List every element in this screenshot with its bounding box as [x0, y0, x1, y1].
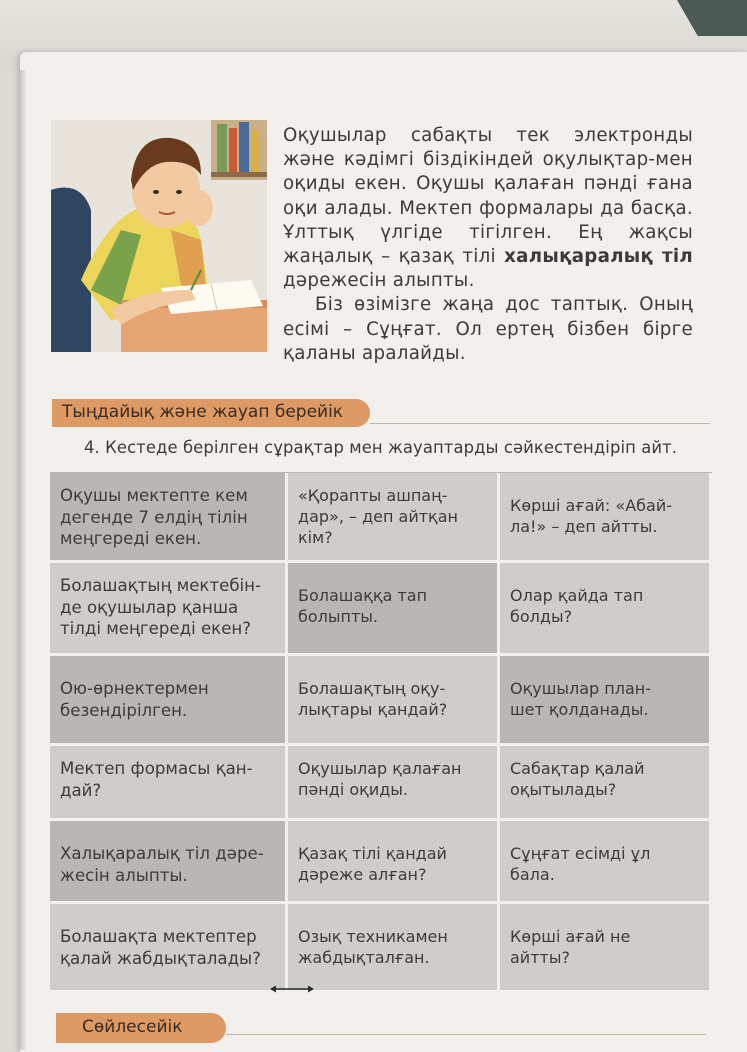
- intro-text-part-1: Оқушылар сабақты тек электронды және кәдімгі біздікіндей оқулықтар-мен оқиды екен. Оқушы қалаған пәнді ғана оқи алады. Мектеп формалары да басқа. Ұлттық үлгіде тігілген. Ең жақсы жаңалық – қазақ тілі: [283, 125, 693, 268]
- bottom-divider: [226, 1034, 706, 1035]
- table-cell: Олар қайда тап болды?: [500, 563, 712, 656]
- task-instruction: 4. Кестеде берілген сұрақтар мен жауаптарды сәйкестендіріп айт.: [84, 438, 678, 457]
- table-cell: Сұңғат есімді ұл бала.: [500, 821, 712, 904]
- intro-paragraph-2: Біз өзімізге жаңа дос таптық. Оның есімі – Сұңғат. Ол ертең бізбен бірге қаланы аралайды.: [283, 294, 693, 364]
- table-cell: Болашақтың мектебін- де оқушылар қанша тілді меңгереді екен?: [50, 563, 288, 656]
- table-cell: Озық техникамен жабдықталған.: [288, 904, 500, 993]
- table-cell: Болашақта мектептер қалай жабдықталады?: [50, 904, 288, 993]
- intro-text-part-2: дәрежесін алыпты.: [283, 270, 475, 292]
- table-cell: Қазақ тілі қандай дәреже алған?: [288, 821, 500, 904]
- intro-paragraph-1: [283, 124, 693, 293]
- table-cell: Сабақтар қалай оқытылады?: [500, 746, 712, 821]
- table-cell: Болашаққа тап болыпты.: [288, 563, 500, 656]
- intro-text: [283, 124, 693, 366]
- boy-at-desk-illustration: [51, 120, 267, 352]
- table-cell: Көрші ағай не айтты?: [500, 904, 712, 993]
- matching-table: [50, 472, 712, 993]
- table-cell: Ою-өрнектермен безендірілген.: [50, 656, 288, 746]
- table-cell: Халықаралық тіл дәре- жесін алыпты.: [50, 821, 288, 904]
- table-cell: Болашақтың оқу- лықтары қандай?: [288, 656, 500, 746]
- section-divider: [370, 423, 710, 424]
- table-cell: Көрші ағай: «Абай- ла!» – деп айтты.: [500, 473, 712, 563]
- section-title: Тыңдайық және жауап берейік: [62, 402, 344, 422]
- section-header-listening: [52, 399, 370, 427]
- section-header-speaking: [56, 1013, 226, 1043]
- table-cell: Оқушылар план- шет қолданады.: [500, 656, 712, 746]
- table-cell: «Қорапты ашпаң- дар», – деп айтқан кім?: [288, 473, 500, 563]
- intro-bold-term: халықаралық тіл: [504, 246, 693, 268]
- boy-illustration-svg: [51, 120, 267, 352]
- double-arrow-icon: [270, 984, 314, 994]
- table-cell: Оқушылар қалаған пәнді оқиды.: [288, 746, 500, 821]
- page-edge: [20, 70, 26, 1050]
- table-cell: Оқушы мектепте кем дегенде 7 елдің тілін меңгереді екен.: [50, 473, 288, 563]
- table-cell: Мектеп формасы қан- дай?: [50, 746, 288, 821]
- bottom-section-title: Сөйлесейік: [82, 1017, 183, 1037]
